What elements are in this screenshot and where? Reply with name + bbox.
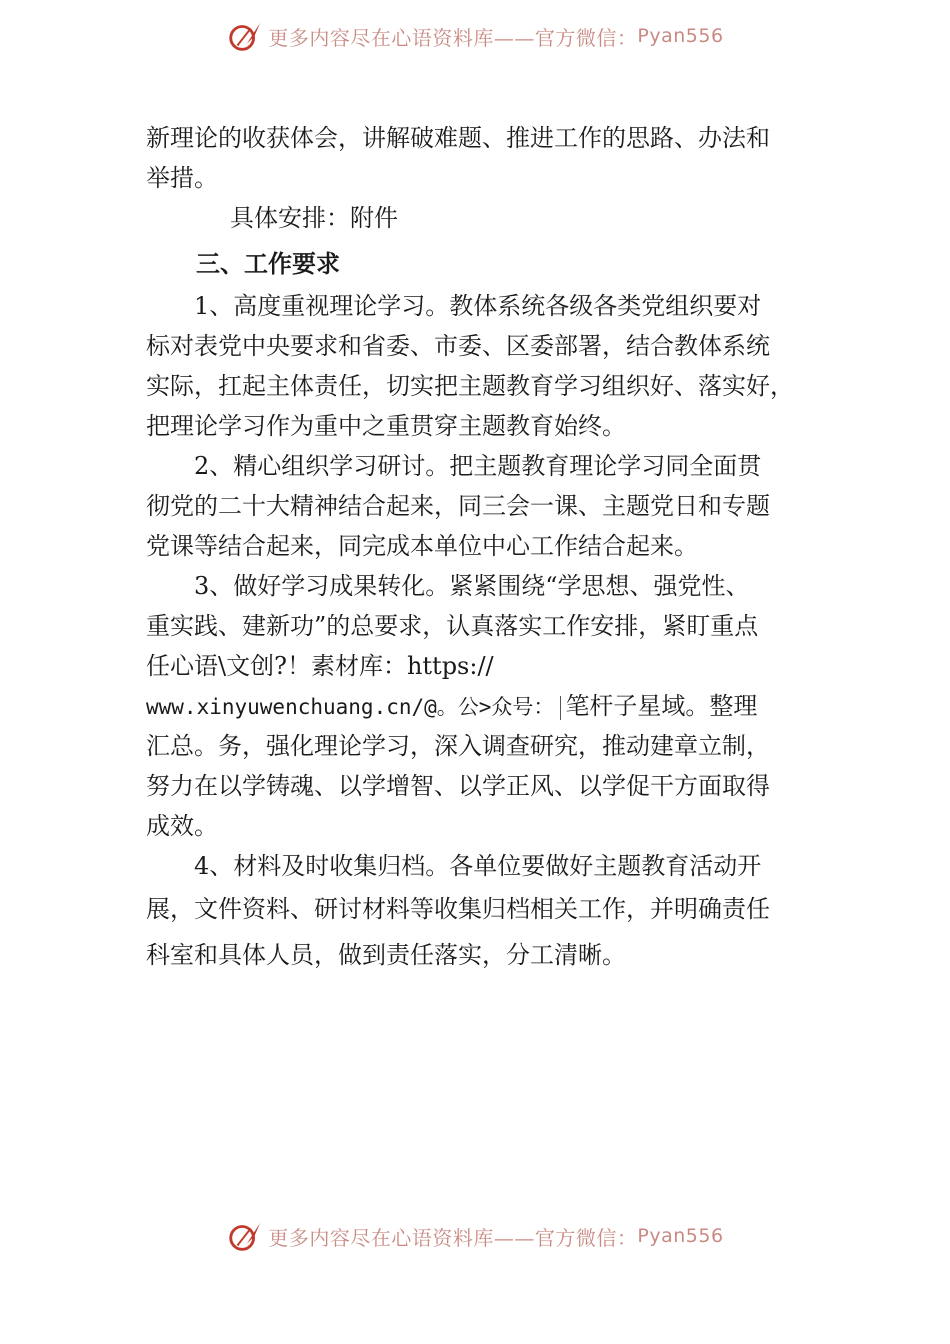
text-line: 标对表党中央要求和省委、市委、区委部署，结合教体系统 <box>146 332 770 360</box>
wechat-id: Pyan556 <box>637 1225 724 1247</box>
paragraph-start: 1、高度重视理论学习。教体系统各级各类党组织要对 <box>194 292 762 320</box>
text-line: 汇总。务，强化理论学习，深入调查研究，推动建章立制， <box>146 732 770 760</box>
cursor-bar <box>560 696 561 720</box>
text-line: 重实践、建新功”的总要求，认真落实工作安排，紧盯重点 <box>146 612 759 640</box>
text-line-url <box>146 686 812 726</box>
account-name: 笔杆子星域。整理 <box>565 692 758 720</box>
url-text: www.xinyuwenchuang.cn/@。公>众号： <box>146 695 555 719</box>
quill-logo-icon <box>226 1217 264 1255</box>
section-heading: 三、工作要求 <box>196 250 340 278</box>
watermark-text: 更多内容尽在心语资料库——官方微信： <box>268 25 638 50</box>
quill-logo-icon <box>226 17 264 55</box>
paragraph-start: 2、精心组织学习研讨。把主题教育理论学习同全面贯 <box>194 452 762 480</box>
wechat-id: Pyan556 <box>637 25 724 47</box>
text-line: 具体安排：附件 <box>230 204 398 232</box>
text-line: 举措。 <box>146 164 218 192</box>
document-body <box>146 118 812 978</box>
paragraph-start: 4、材料及时收集归档。各单位要做好主题教育活动开 <box>194 852 762 880</box>
text-line: 实际，扛起主体责任，切实把主题教育学习组织好、落实好， <box>146 372 794 400</box>
text-line: 新理论的收获体会，讲解破难题、推进工作的思路、办法和 <box>146 124 770 152</box>
text-line: 党课等结合起来，同完成本单位中心工作结合起来。 <box>146 532 698 560</box>
watermark-text: 更多内容尽在心语资料库——官方微信： <box>268 1225 638 1250</box>
paragraph-start: 3、做好学习成果转化。紧紧围绕“学思想、强党性、 <box>194 572 750 600</box>
text-line: 把理论学习作为重中之重贯穿主题教育始终。 <box>146 412 626 440</box>
text-line: 彻党的二十大精神结合起来，同三会一课、主题党日和专题 <box>146 492 770 520</box>
text-line: 成效。 <box>146 812 218 840</box>
footer-watermark <box>0 1214 950 1258</box>
header-watermark <box>0 14 950 58</box>
text-line: 展，文件资料、研讨材料等收集归档相关工作，并明确责任 <box>146 895 770 923</box>
text-line: 任心语\文创?！素材库：https:// <box>146 652 494 680</box>
text-line: 科室和具体人员，做到责任落实，分工清晰。 <box>146 941 626 969</box>
text-line: 努力在以学铸魂、以学增智、以学正风、以学促干方面取得 <box>146 772 770 800</box>
